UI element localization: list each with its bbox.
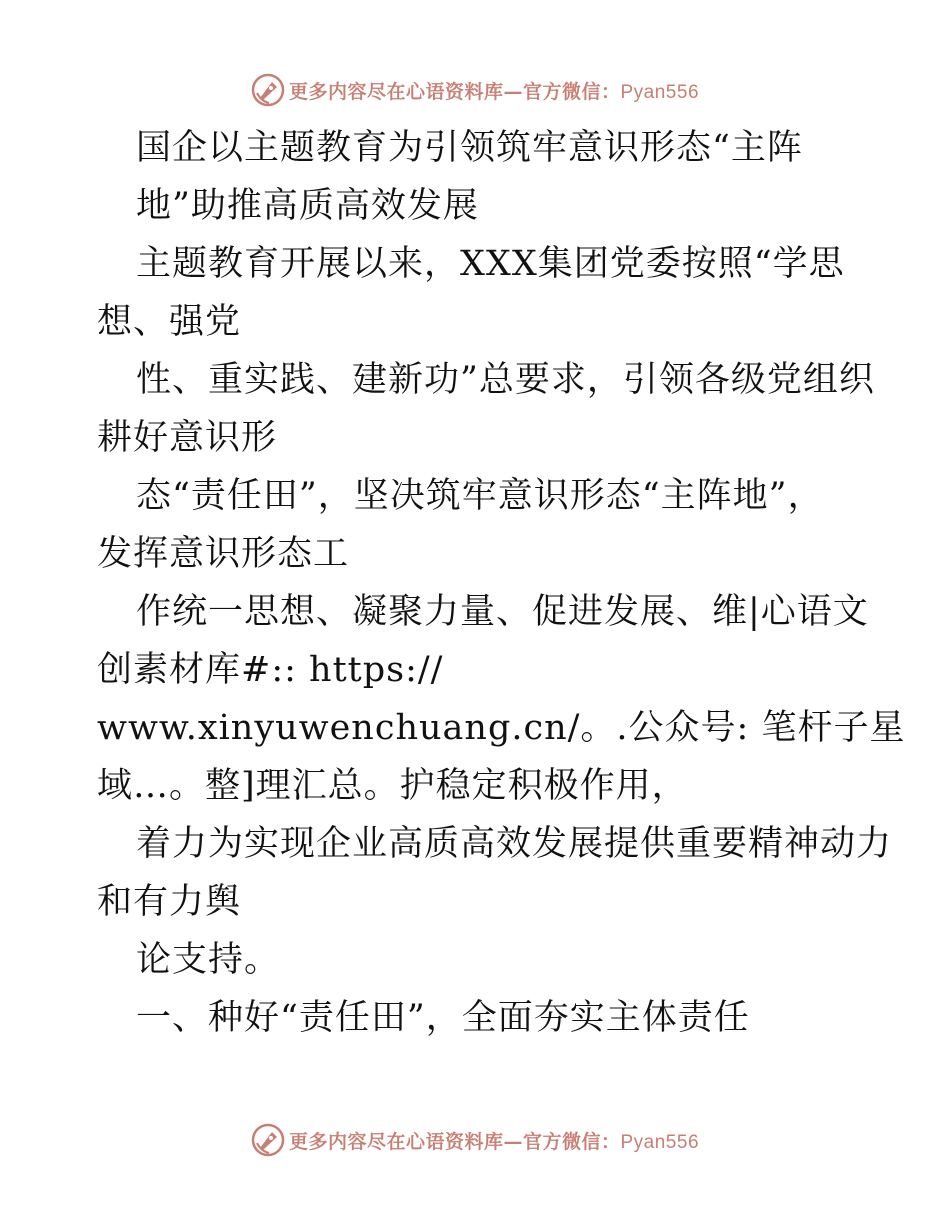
pen-nib-logo-icon — [251, 1123, 285, 1157]
paragraph-line: www.xinyuwenchuang.cn/。.公众号: 笔杆子星 — [97, 708, 906, 748]
footer-wechat-handle: Pyan556 — [620, 1131, 700, 1153]
section-heading: 一、种好“责任田”，全面夯实主体责任 — [136, 998, 750, 1038]
paragraph-line: 主题教育开展以来，XXX集团党委按照“学思 — [136, 244, 845, 284]
paragraph-line: 创素材库#:: https:// — [97, 650, 444, 690]
footer-watermark-banner — [0, 1120, 950, 1160]
paragraph-line: 态“责任田”，坚决筑牢意识形态“主阵地”， — [136, 476, 824, 516]
paragraph-line: 作统一思想、凝聚力量、促进发展、维|心语文 — [136, 592, 869, 632]
paragraph-line: 性、重实践、建新功”总要求，引领各级党组织 — [136, 360, 875, 400]
paragraph-line: 耕好意识形 — [97, 418, 278, 458]
paragraph-line: 想、强党 — [97, 302, 242, 342]
paragraph-line: 发挥意识形态工 — [97, 534, 350, 574]
title-line-2: 地”助推高质高效发展 — [136, 186, 479, 226]
paragraph-line: 域…。整]理汇总。护稳定积极作用， — [97, 766, 688, 806]
paragraph-line: 和有力舆 — [97, 882, 242, 922]
paragraph-line: 着力为实现企业高质高效发展提供重要精神动力 — [136, 824, 893, 864]
header-banner-text: 更多内容尽在心语资料库—官方微信：Pyan556 — [288, 80, 700, 103]
title-line-1: 国企以主题教育为引领筑牢意识形态“主阵 — [136, 128, 803, 168]
header-wechat-handle: Pyan556 — [620, 81, 700, 103]
footer-banner-text: 更多内容尽在心语资料库—官方微信：Pyan556 — [288, 1130, 700, 1153]
header-watermark-banner — [0, 70, 950, 110]
paragraph-line: 论支持。 — [136, 940, 281, 980]
pen-nib-logo-icon — [251, 73, 285, 107]
